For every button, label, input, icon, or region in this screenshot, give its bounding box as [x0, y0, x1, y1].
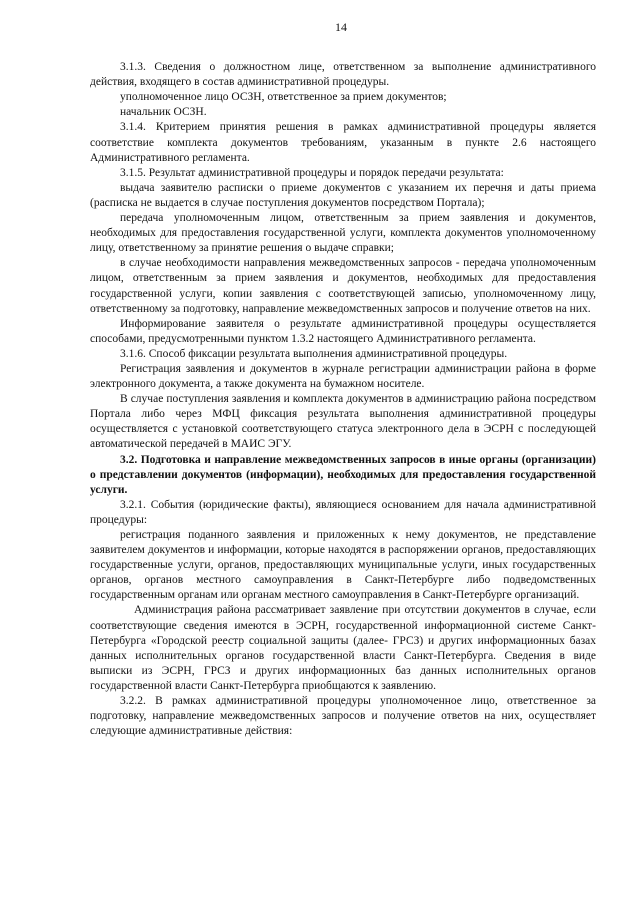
paragraph-administration-review: Администрация района рассматривает заявление при отсутствии документов в случае, если соответствующие сведения имеются в ЭСРН, государственной информационной системе Санкт-Петербурга «Городской реестр социальной защиты (далее- ГРСЗ) и других информационных базах данных исполнительных органов государственной власти Санкт-Петербурга. Сведения в виде выписки из ЭСРН, ГРСЗ и других информационных баз данных исполнительных органов государственной власти Санкт-Петербурга приобщаются к заявлению. [90, 604, 596, 692]
document-page [90, 20, 596, 739]
paragraph-3-1-4: 3.1.4. Критерием принятия решения в рамках административной процедуры является соответствие комплекта документов требованиям, указанным в пункте 2.6 настоящего Административного регламента. [90, 121, 596, 164]
paragraph-3-1-6: 3.1.6. Способ фиксации результата выполнения административной процедуры. [120, 347, 508, 360]
paragraph-3-2-1: 3.2.1. События (юридические факты), являющиеся основанием для начала административной процедуры: [90, 498, 596, 526]
paragraph-transfer: передача уполномоченным лицом, ответственным за прием заявления и документов, необходимых для предоставления государственной услуги, комплекта документов уполномоченному лицу, ответственному за принятие решения о выдаче справки; [90, 212, 596, 255]
section-heading-3-2: 3.2. Подготовка и направление межведомственных запросов в иные органы (организации) о представлении документов (информации), необходимых для предоставления государственной услуги. [90, 453, 596, 496]
paragraph-registration-events: регистрация поданного заявления и приложенных к нему документов, не представление заявителем документов и информации, которые находятся в распоряжении органов, предоставляющих государственные услуги, органов, предоставляющих муниципальные услуги, иных государственных органов, органов местного самоуправления в Санкт-Петербурге либо подведомственных государственным органам или органам местного самоуправления в Санкт-Петербурге организаций. [90, 529, 596, 602]
paragraph-receipt: выдача заявителю расписки о приеме документов с указанием их перечня и даты приема (расписка не выдается в случае поступления документов посредством Портала); [90, 181, 596, 209]
paragraph-interagency: в случае необходимости направления межведомственных запросов - передача уполномоченным лицом, ответственным за прием заявления и документов, необходимых для предоставления государственной услуги, копии заявления с соответствующей записью, уполномоченному лицу, ответственному за подготовку, направление межведомственных запросов и получение ответов на них. [90, 257, 596, 315]
page-number: 14 [335, 20, 347, 34]
paragraph-3-1-3: 3.1.3. Сведения о должностном лице, ответственном за выполнение административного действия, входящего в состав административной процедуры. [90, 61, 596, 89]
paragraph-portal-mfc: В случае поступления заявления и комплекта документов в администрацию района посредством Портала либо через МФЦ фиксация результата выполнения административной процедуры осуществляется с установкой соответствующего статуса электронного дела в ЭСРН с последующей автоматической передачей в МАИС ЭГУ. [90, 393, 596, 451]
paragraph-3-2-2: 3.2.2. В рамках административной процедуры уполномоченное лицо, ответственное за подготовку, направление межведомственных запросов и получение ответов на них, осуществляет следующие административные действия: [90, 695, 596, 738]
paragraph-responsible-intake: уполномоченное лицо ОСЗН, ответственное за прием документов; [120, 91, 447, 104]
paragraph-informing: Информирование заявителя о результате административной процедуры осуществляется способами, предусмотренными пунктом 1.3.2 настоящего Административного регламента. [90, 317, 596, 345]
paragraph-registration: Регистрация заявления и документов в журнале регистрации администрации района в форме электронного документа, а также документа на бумажном носителе. [90, 362, 596, 391]
paragraph-head-oszn: начальник ОСЗН. [120, 106, 207, 119]
paragraph-3-1-5: 3.1.5. Результат административной процедуры и порядок передачи результата: [120, 166, 504, 179]
